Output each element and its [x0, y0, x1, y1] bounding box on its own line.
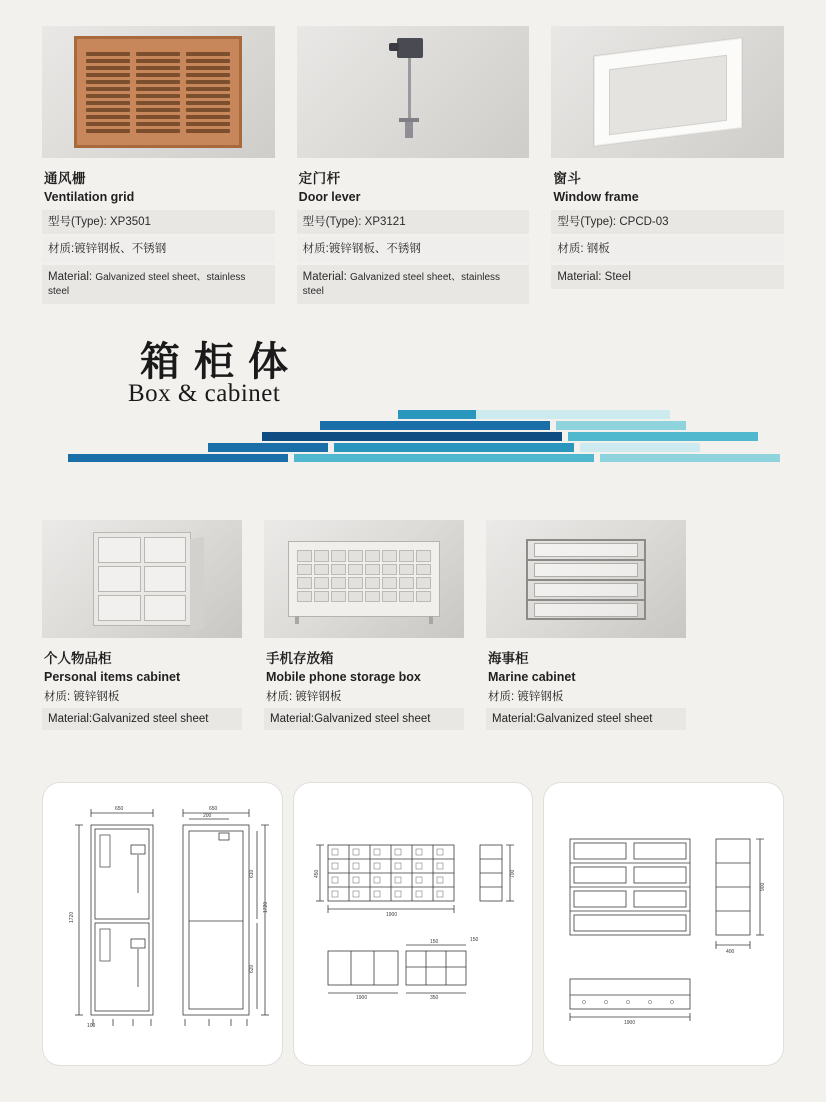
product-material-cn-row [551, 237, 784, 261]
drawing-svg-3 [544, 783, 784, 1065]
material-en-label: Material: [302, 270, 347, 283]
type-label: 型号(Type): [557, 216, 617, 228]
dim-label: 450 [313, 869, 320, 878]
ribbon-svg [0, 410, 826, 472]
drawing-marine-cabinet [543, 782, 784, 1066]
ventilation-grid-icon [74, 36, 242, 148]
product-photo [486, 520, 686, 638]
cabinet-product-row [0, 520, 826, 730]
product-card-marine-cabinet [486, 520, 686, 730]
product-card-personal-items-cabinet [42, 520, 242, 730]
material-en-label: Material: [48, 270, 93, 283]
product-name-en: Marine cabinet [488, 670, 576, 684]
product-material-en: Material:Galvanized steel sheet [486, 708, 686, 730]
type-value: XP3121 [364, 216, 406, 228]
product-name-cn: 手机存放箱 [266, 651, 334, 666]
product-material-cn-row [297, 237, 530, 261]
material-en-value: Steel [604, 270, 631, 283]
technical-drawings-row [0, 782, 826, 1066]
product-name-en: Ventilation grid [44, 190, 135, 204]
drawing-personal-items-cabinet [42, 782, 283, 1066]
product-card-ventilation-grid [42, 26, 275, 307]
product-material-cn: 材质: 镀锌钢板 [488, 691, 564, 703]
phone-storage-box-icon [288, 541, 440, 617]
product-material-cn-row [42, 237, 275, 261]
dim-label: 900 [760, 882, 767, 891]
product-material-en-row [42, 265, 275, 304]
type-value: XP3501 [110, 216, 151, 228]
product-type-row [42, 210, 275, 234]
section-title-en: Box & cabinet [128, 380, 281, 407]
material-cn-label: 材质: [557, 243, 584, 256]
product-material-en: Material:Galvanized steel sheet [42, 708, 242, 730]
product-card-mobile-phone-storage-box [264, 520, 464, 730]
product-type-row [297, 210, 530, 234]
product-photo [42, 520, 242, 638]
dim-label: 150 [469, 937, 479, 943]
dim-label: 610 [249, 869, 255, 878]
dim-label: 1900 [355, 995, 367, 1001]
product-type-row [551, 210, 784, 234]
product-name-cn: 海事柜 [488, 651, 529, 666]
material-cn-value: 钢板 [586, 243, 610, 256]
product-material-en-row [297, 265, 530, 304]
material-en-label: Material: [557, 270, 602, 283]
material-cn-value: 镀锌钢板、不锈钢 [74, 243, 167, 256]
dim-label: 1900 [385, 912, 397, 918]
product-name-cn: 定门杆 [298, 171, 341, 186]
drawing-svg-2 [294, 783, 534, 1065]
dim-label: 700 [509, 869, 516, 878]
dim-label: 100 [87, 1023, 96, 1029]
drawing-svg-1 [43, 783, 283, 1065]
personal-locker-icon [93, 532, 191, 626]
dim-label: 1720 [263, 901, 269, 913]
product-photo [551, 26, 784, 158]
type-label: 型号(Type): [302, 216, 362, 228]
product-material-cn: 材质: 镀锌钢板 [44, 691, 120, 703]
dim-label: 620 [249, 964, 255, 973]
product-name-en: Mobile phone storage box [266, 670, 421, 684]
material-cn-value: 镀锌钢板、不锈钢 [328, 243, 421, 256]
product-material-en-row [551, 265, 784, 289]
product-photo [297, 26, 530, 158]
marine-cabinet-icon [526, 539, 646, 619]
material-en-value: Galvanized steel sheet、stainless steel [48, 271, 246, 298]
section-title-cn: 箱柜体 [140, 339, 302, 384]
product-name-cn: 个人物品柜 [44, 651, 112, 666]
material-cn-label: 材质: [48, 243, 75, 256]
dim-label: 650 [115, 806, 124, 812]
dim-label: 1720 [69, 911, 75, 923]
door-lever-icon [383, 38, 443, 146]
product-material-cn: 材质: 镀锌钢板 [266, 691, 342, 703]
product-name-cn: 通风栅 [44, 171, 86, 186]
material-en-value: Galvanized steel sheet、stainless steel [302, 271, 501, 298]
product-card-door-lever [297, 26, 530, 307]
material-cn-label: 材质: [302, 243, 329, 256]
product-name-en: Door lever [298, 190, 361, 204]
product-card-window-frame [551, 26, 784, 307]
product-material-en: Material:Galvanized steel sheet [264, 708, 464, 730]
section-banner [0, 318, 826, 478]
product-photo [264, 520, 464, 638]
dim-label: 400 [726, 949, 735, 955]
product-name-cn: 窗斗 [553, 171, 582, 186]
product-photo [42, 26, 275, 158]
ribbon-decoration [0, 410, 826, 472]
top-product-row [0, 26, 826, 307]
dim-label: 1900 [624, 1020, 636, 1026]
dim-label: 150 [429, 939, 439, 945]
drawing-mobile-phone-storage-box [293, 782, 534, 1066]
type-value: CPCD-03 [619, 216, 669, 228]
window-frame-icon [593, 46, 743, 138]
dim-label: 350 [429, 995, 439, 1001]
product-name-en: Personal items cabinet [44, 670, 181, 684]
dim-label: 200 [203, 813, 212, 819]
type-label: 型号(Type): [48, 216, 107, 228]
dim-label: 650 [209, 806, 218, 812]
product-name-en: Window frame [553, 190, 639, 204]
